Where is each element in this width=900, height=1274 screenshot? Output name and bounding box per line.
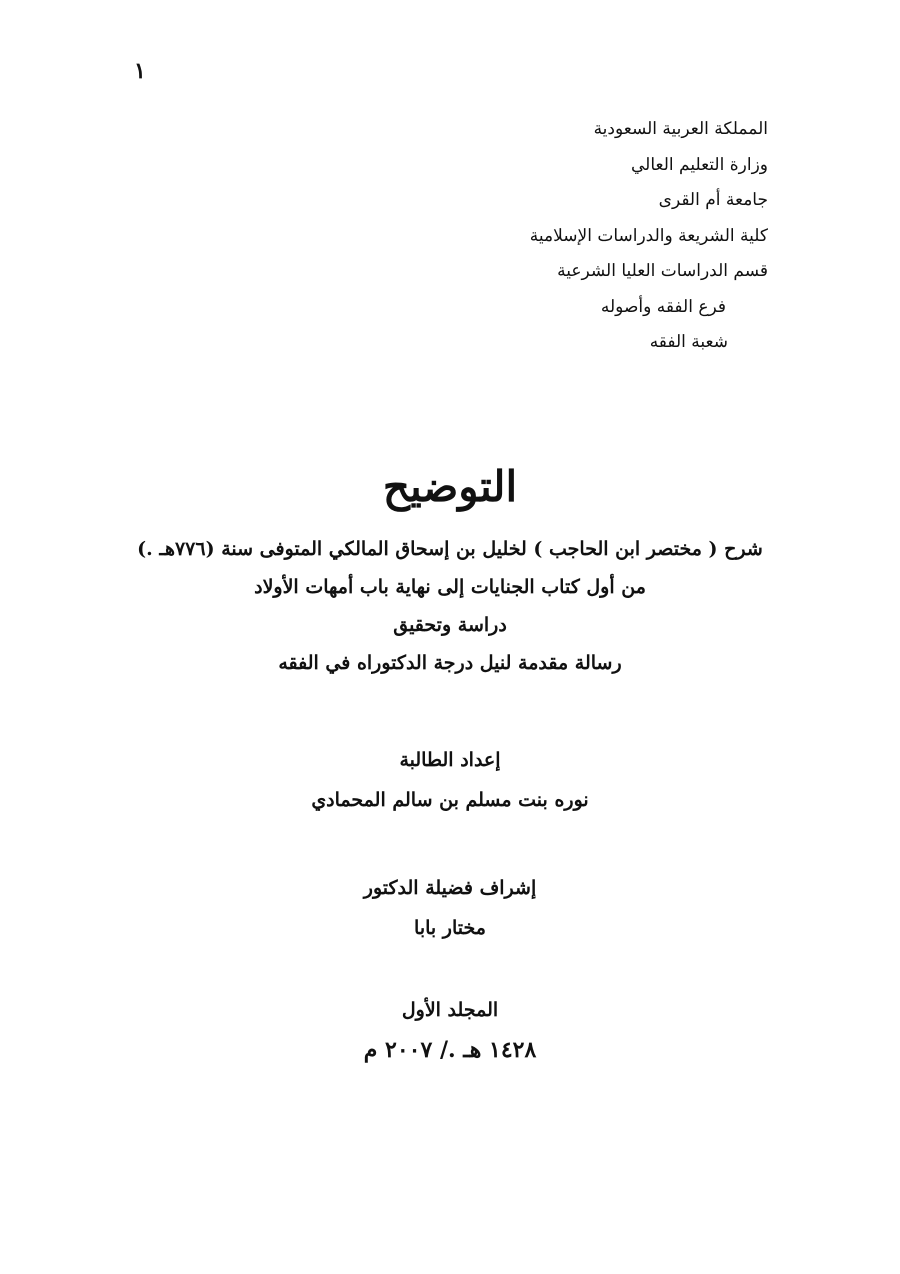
institution-branch: فرع الفقه وأصوله [600, 296, 726, 317]
prepared-by-label: إعداد الطالبة [399, 749, 501, 771]
book-title: التوضيح [382, 462, 518, 511]
volume-block [100, 990, 800, 1070]
page-number: ١ [134, 58, 146, 84]
supervisor-label: إشراف فضيلة الدكتور [363, 877, 537, 899]
subtitle-scope: من أول كتاب الجنايات إلى نهاية باب أمهات الأولاد [254, 576, 646, 598]
prepared-by-block [100, 740, 800, 820]
publication-year: ١٤٢٨ هـ ./ ٢٠٠٧ م [363, 1037, 537, 1063]
student-name: نوره بنت مسلم بن سالم المحمادي [311, 789, 589, 811]
subtitle-degree: رسالة مقدمة لنيل درجة الدكتوراه في الفقه [278, 652, 622, 674]
institution-division: شعبة الفقه [649, 332, 728, 352]
institution-university: جامعة أم القرى [658, 190, 768, 210]
supervisor-name: مختار بابا [414, 917, 486, 939]
subtitle-study: دراسة وتحقيق [393, 614, 507, 636]
supervisor-block [100, 868, 800, 948]
institution-country: المملكة العربية السعودية [593, 119, 768, 139]
volume-label: المجلد الأول [401, 999, 499, 1021]
institution-faculty: كلية الشريعة والدراسات الإسلامية [529, 225, 768, 246]
institution-header [500, 112, 768, 361]
institution-department: قسم الدراسات العليا الشرعية [557, 261, 768, 281]
subtitle-description: شرح ( مختصر ابن الحاجب ) لخليل بن إسحاق المالكي المتوفى سنة (٧٧٦هـ .) [137, 538, 763, 560]
institution-ministry: وزارة التعليم العالي [630, 154, 768, 175]
subtitle-block [100, 530, 800, 682]
